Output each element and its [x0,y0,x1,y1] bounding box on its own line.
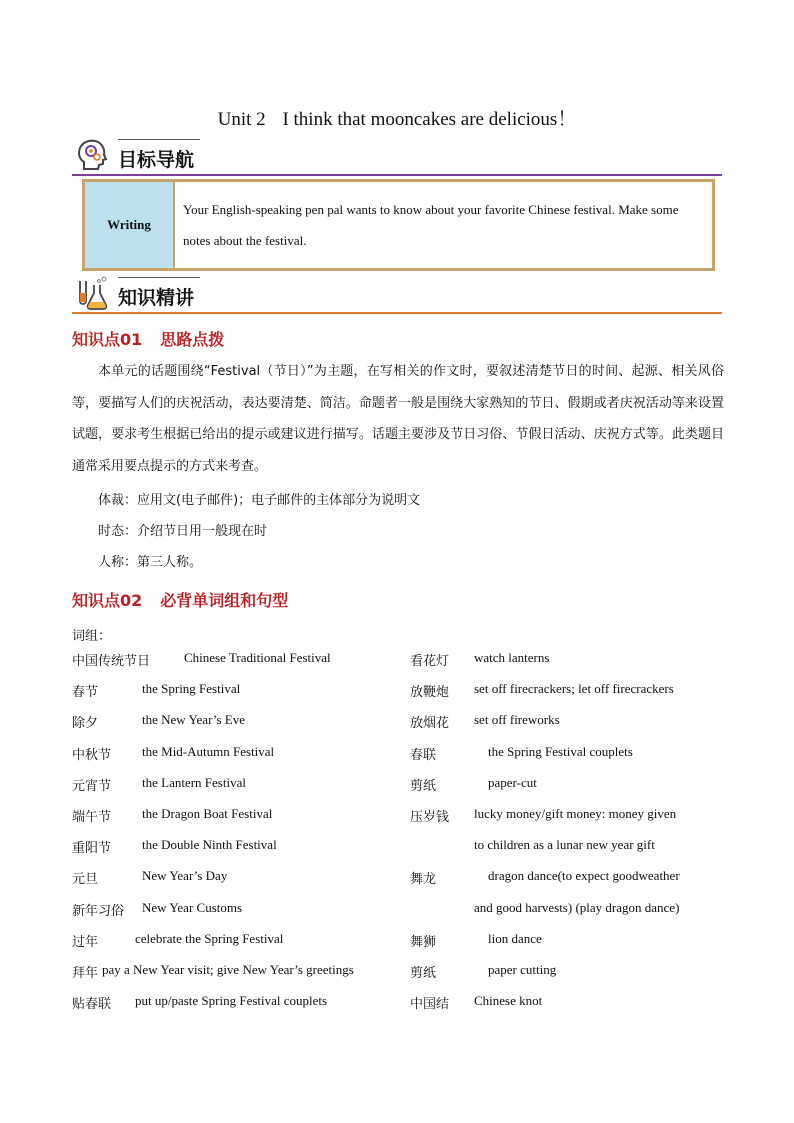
vocab-en-left: the Lantern Festival [142,774,246,790]
vocab-list [72,650,732,1024]
unit-title: I think that mooncakes are delicious！ [282,109,577,130]
vocab-en-right: and good harvests) (play dragon dance) [474,899,680,915]
kp2-title: 必背单词组和句型 [160,591,289,610]
vocab-en-right: set off firecrackers; let off firecrackers [474,681,674,697]
kp1-line-genre: 体裁：应用文(电子邮件)；电子邮件的主体部分为说明文 [98,493,421,508]
vocab-en-right: paper cutting [488,961,557,977]
vocab-en-left: Chinese Traditional Festival [184,650,331,665]
vocab-zh-left: 重阳节 [72,841,112,857]
vocab-row [72,806,732,837]
vocab-en-right: the Spring Festival couplets [488,743,633,759]
vocab-en-left: New Year Customs [142,899,243,915]
vocab-row [72,650,732,681]
unit-label: Unit 2 [217,109,266,130]
vocab-en-right: paper-cut [488,774,537,790]
vocab-row [72,775,732,806]
vocab-zh-left: 拜年 [72,965,99,981]
vocab-zh-right: 放鞭炮 [410,685,450,701]
vocab-zh-left: 元旦 [72,872,99,888]
goal-table [82,179,715,271]
vocab-row [72,931,732,962]
vocab-en-right: lucky money/gift money: money given [474,805,677,821]
vocab-en-left: the Mid-Autumn Festival [142,743,275,759]
vocab-en-left: the Spring Festival [142,681,241,697]
vocab-en-left: New Year’s Day [142,868,228,884]
vocab-zh-left: 过年 [72,934,99,950]
kp2-heading [72,588,288,611]
vocab-row [72,837,732,868]
flask-icon [74,275,110,311]
vocab-en-left: the New Year’s Eve [142,712,246,728]
vocab-zh-left: 新年习俗 [72,903,125,919]
vocab-zh-right: 舞狮 [410,934,437,950]
vocab-row [72,993,732,1024]
vocab-zh-right: 放烟花 [410,716,450,732]
head-gears-icon [74,137,110,173]
vocab-zh-right: 压岁钱 [410,809,450,825]
vocab-en-left: celebrate the Spring Festival [135,930,284,946]
vocab-zh-left: 中国传统节日 [72,654,151,669]
section-goal-header [72,139,722,175]
vocab-zh-left: 春节 [72,685,99,701]
vocab-row [72,681,732,712]
kp1-number: 知识点01 [72,330,143,349]
vocab-row [72,868,732,899]
vocab-en-left: put up/paste Spring Festival couplets [135,993,328,1009]
vocab-en-right: watch lanterns [474,650,550,665]
section-knowledge-header [72,277,722,313]
vocab-zh-right: 舞龙 [410,872,437,888]
vocab-en-right: Chinese knot [474,993,543,1009]
kp2-number: 知识点02 [72,591,143,610]
vocab-row [72,900,732,931]
kp1-paragraph [72,356,724,482]
vocab-label: 词组： [72,629,112,644]
vocab-en-right: lion dance [488,930,542,946]
vocab-zh-right: 剪纸 [410,778,437,794]
kp1-text: 本单元的话题围绕“Festival（节日）”为主题，在写相关的作文时，要叙述清楚节日的时间、起源、相关风俗等，要描写人们的庆祝活动，表达要清楚、简洁。命题者一般是围绕大家熟知的节日、假期或者庆祝活动等来设置试题，要求考生根据已给出的提示或建议进行描写。话题主要涉及节日习俗、节假日活动、庆祝方式等。此类题目通常采用要点提示的方式来考查。 [72,364,724,474]
kp1-title: 思路点拨 [160,330,225,349]
vocab-zh-right: 看花灯 [410,654,450,669]
vocab-zh-left: 贴春联 [72,997,112,1013]
vocab-en-right: to children as a lunar new year gift [474,837,655,853]
section-goal-label: 目标导航 [118,149,195,171]
kp1-line-tense: 时态：介绍节日用一般现在时 [98,524,268,539]
vocab-zh-right: 剪纸 [410,965,437,981]
document-title [0,104,794,131]
kp1-line-person: 人称：第三人称。 [98,555,203,570]
vocab-zh-right: 春联 [410,747,437,763]
vocab-zh-left: 中秋节 [72,747,112,763]
vocab-en-left: the Dragon Boat Festival [142,805,273,821]
section-knowledge-label: 知识精讲 [118,287,195,309]
goal-key: Writing [84,181,174,269]
vocab-en-right: set off fireworks [474,712,560,728]
vocab-zh-left: 元宵节 [72,778,112,794]
vocab-en-right: dragon dance(to expect goodweather [488,868,680,884]
kp1-heading [72,327,224,350]
vocab-zh-left: 端午节 [72,809,112,825]
vocab-row [72,962,732,993]
vocab-en-left: pay a New Year visit; give New Year’s greetings [102,961,354,977]
vocab-en-left: the Double Ninth Festival [142,837,277,853]
vocab-row [72,712,732,743]
vocab-zh-left: 除夕 [72,716,99,732]
goal-text: Your English-speaking pen pal wants to know about your favorite Chinese festival. Make some notes about the festival. [174,181,713,269]
vocab-zh-right: 中国结 [410,997,450,1013]
vocab-row [72,744,732,775]
